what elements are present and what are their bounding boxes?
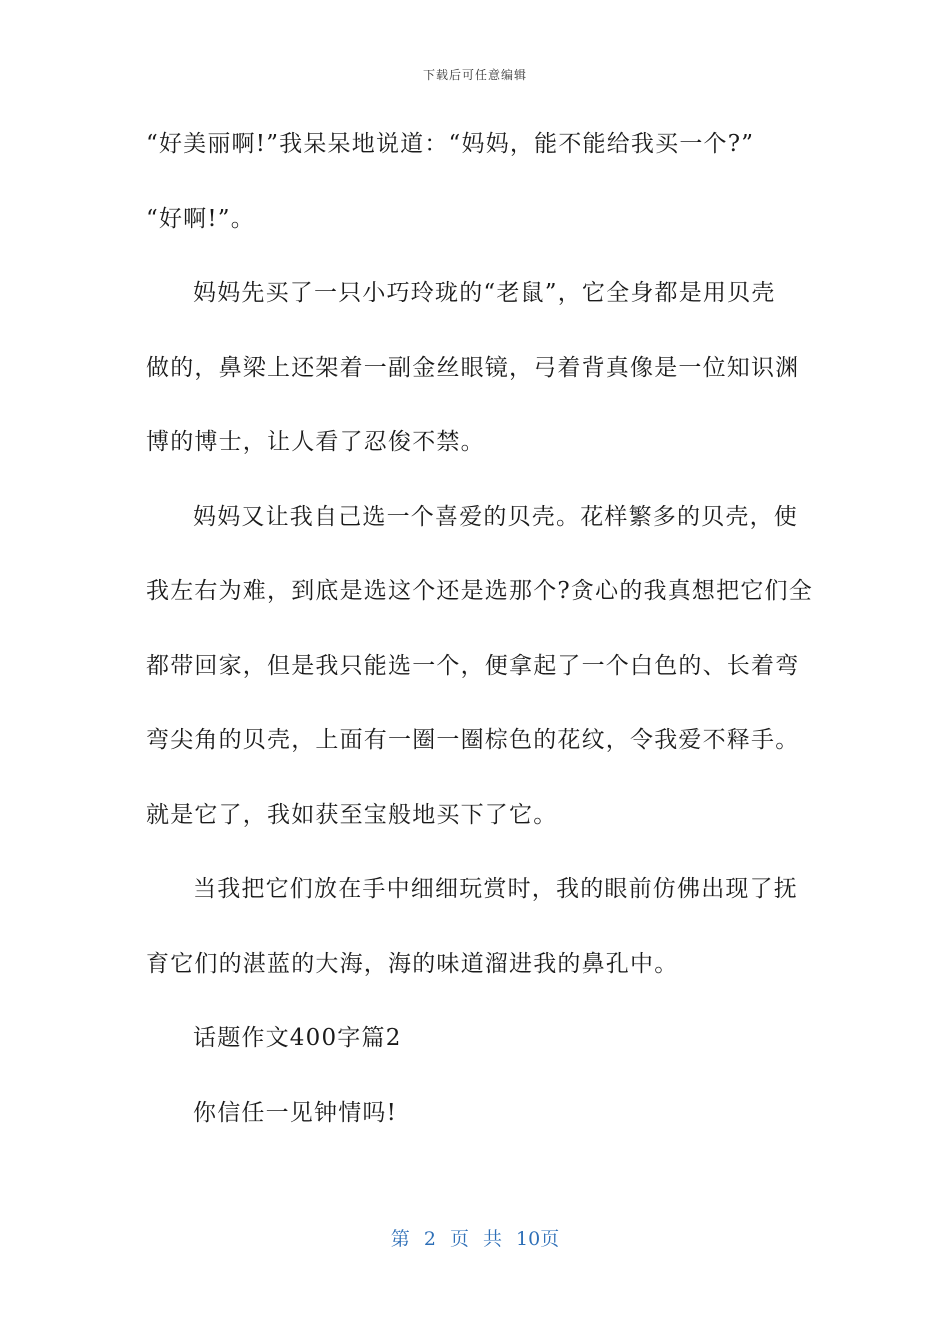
text-line: “好啊!”。 — [146, 205, 255, 232]
text-line: 妈妈先买了一只小巧玲珑的“老鼠”，它全身都是用贝壳 — [193, 280, 776, 306]
document-body — [146, 124, 813, 1167]
text-line: 当我把它们放在手中细细玩赏时，我的眼前仿佛出现了抚 — [193, 876, 798, 902]
page-number: 第 2 页 共 10页 — [390, 1228, 560, 1250]
text-line: 育它们的湛蓝的大海，海的味道溜进我的鼻孔中。 — [146, 950, 679, 977]
text-line: “好美丽啊!”我呆呆地说道：“妈妈，能不能给我买一个?” — [146, 131, 755, 157]
section-heading: 话题作文400字篇2 — [193, 1025, 402, 1051]
text-line: 你信任一见钟情吗! — [193, 1099, 398, 1126]
text-line: 都带回家，但是我只能选一个，便拿起了一个白色的、长着弯 — [146, 652, 800, 679]
text-line: 做的，鼻梁上还架着一副金丝眼镜，弓着背真像是一位知识渊 — [146, 354, 800, 381]
text-line: 我左右为难，到底是选这个还是选那个?贪心的我真想把它们全 — [146, 578, 813, 604]
text-line: 妈妈又让我自己选一个喜爱的贝壳。花样繁多的贝壳，使 — [193, 503, 798, 530]
text-line: 弯尖角的贝壳，上面有一圈一圈棕色的花纹，令我爱不释手。 — [146, 727, 800, 753]
page-header: 下载后可任意编辑 — [422, 68, 527, 82]
text-line: 博的博士，让人看了忍俊不禁。 — [146, 429, 485, 455]
text-line: 就是它了，我如获至宝般地买下了它。 — [146, 801, 558, 828]
